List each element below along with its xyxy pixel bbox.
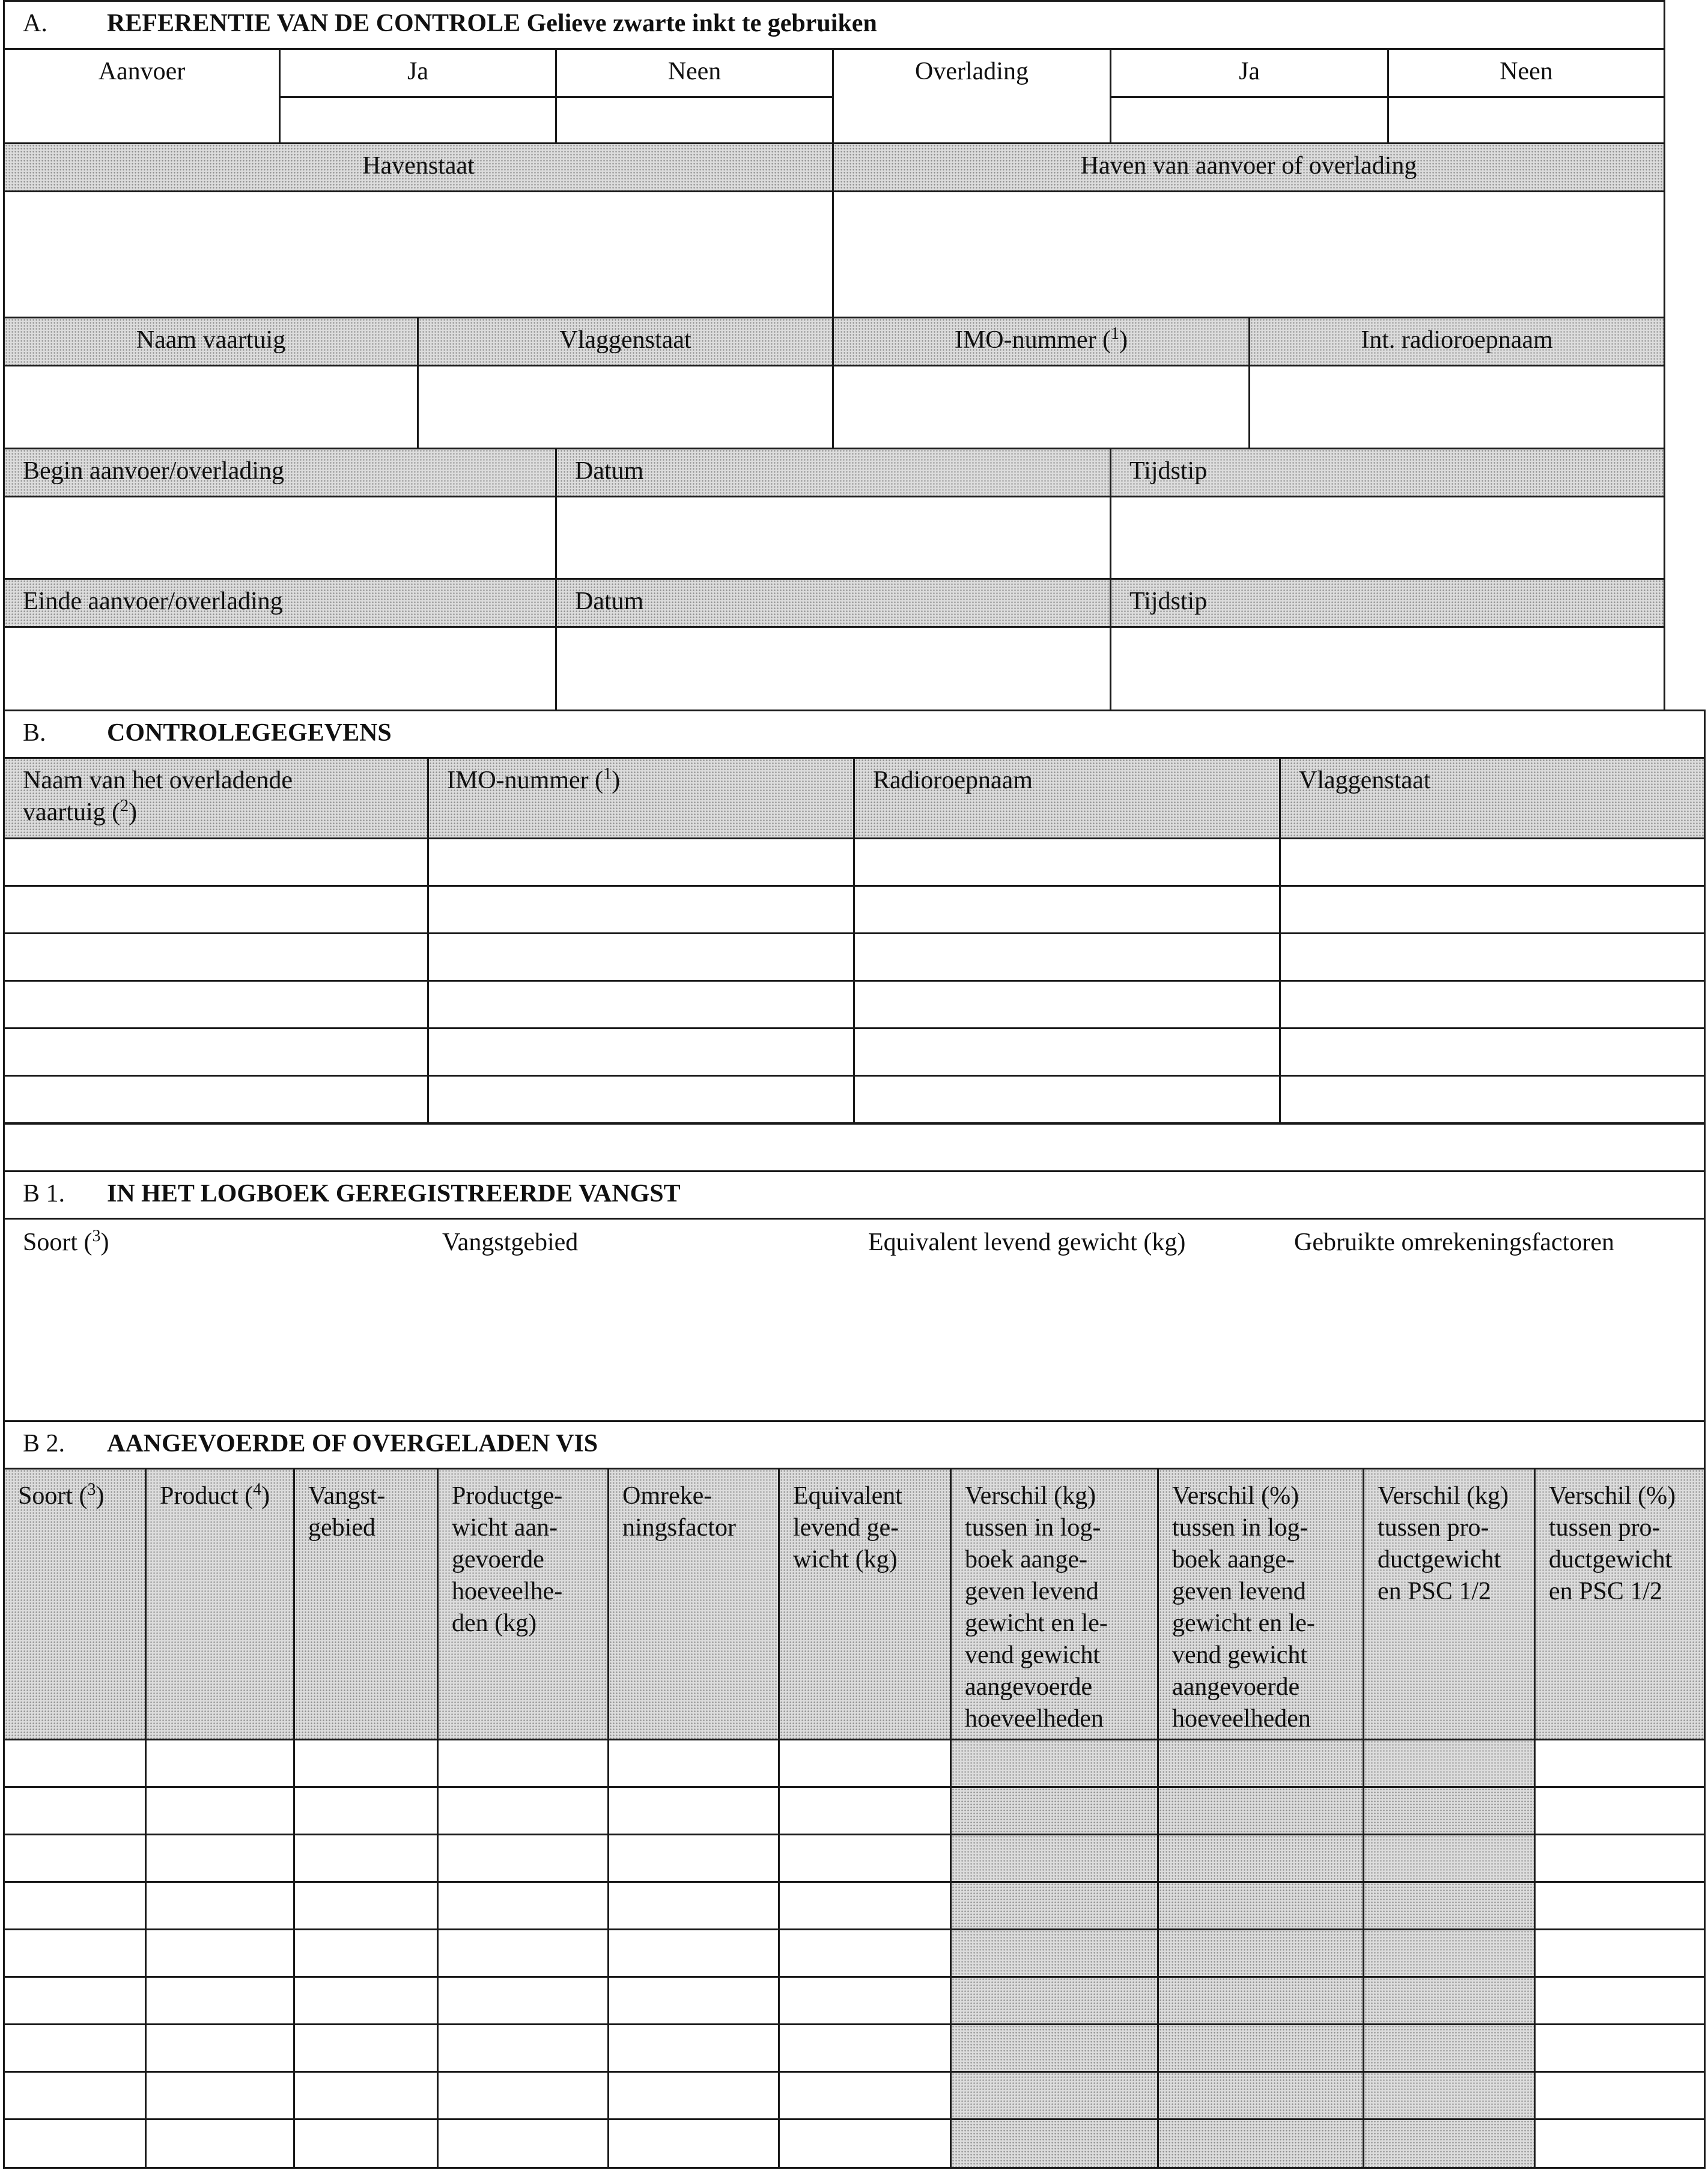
controle-cell[interactable] — [1279, 885, 1706, 934]
datum-einde-header — [555, 578, 1111, 628]
b2-verschil-pct-levend-line: Verschil (%) — [1172, 1482, 1299, 1510]
vis-cell[interactable] — [1157, 1739, 1364, 1788]
vis-cell[interactable] — [607, 1881, 780, 1930]
vis-cell[interactable] — [950, 1739, 1159, 1788]
overladend-vaartuig-header — [3, 757, 429, 839]
neen-aanvoer-text: Neen — [667, 58, 722, 85]
vis-cell[interactable] — [950, 2023, 1159, 2073]
controle-cell[interactable] — [853, 1075, 1281, 1124]
vis-cell[interactable] — [607, 1976, 780, 2025]
vis-cell[interactable] — [1534, 1739, 1706, 1788]
vis-cell[interactable] — [3, 2023, 147, 2073]
vis-cell[interactable] — [1534, 2118, 1706, 2169]
section-a-title: REFERENTIE VAN DE CONTROLE Gelieve zwarte inkt te gebruiken — [107, 10, 877, 37]
b2-equivalent-line: levend ge- — [793, 1514, 899, 1542]
radioroepnaam-text: Radioroepnaam — [873, 767, 1033, 794]
controle-cell[interactable] — [427, 980, 855, 1029]
b1-factoren-label: Gebruikte omrekeningsfactoren — [1294, 1229, 1614, 1256]
int-radio-text: Int. radioroepnaam — [1361, 326, 1553, 354]
b1-equivalent-label: Equivalent levend gewicht (kg) — [868, 1229, 1186, 1256]
einde-field[interactable] — [3, 626, 557, 711]
b2-verschil-pct-levend-line: boek aange- — [1172, 1546, 1295, 1573]
einde-text: Einde aanvoer/overlading — [23, 588, 283, 615]
int-radio-field[interactable] — [1248, 365, 1665, 449]
b2-productgewicht-line: den (kg) — [452, 1609, 537, 1637]
section-b-letter: B. — [23, 719, 46, 747]
vis-cell[interactable] — [1157, 1786, 1364, 1835]
b2-verschil-kg-psc-header — [1363, 1468, 1536, 1740]
naam-vaartuig-text: Naam vaartuig — [136, 326, 286, 354]
begin-field[interactable] — [3, 496, 557, 580]
einde-header — [3, 578, 557, 628]
b2-equivalent-line: wicht (kg) — [793, 1546, 898, 1573]
b2-product-header: Product ($^4$) — [145, 1468, 295, 1740]
imo-text: IMO-nummer ( — [954, 326, 1111, 354]
b2-verschil-pct-levend-line: aangevoerde — [1172, 1673, 1300, 1701]
vis-cell[interactable] — [950, 1834, 1159, 1883]
controle-cell[interactable] — [3, 837, 429, 887]
b2-verschil-pct-levend-header — [1157, 1468, 1364, 1740]
vis-cell[interactable] — [778, 1834, 952, 1883]
vis-cell[interactable] — [950, 2118, 1159, 2169]
vis-cell[interactable] — [607, 2118, 780, 2169]
vis-cell[interactable] — [145, 1834, 295, 1883]
b1-soort-label: Soort ($^3$) — [23, 1227, 109, 1256]
controle-cell[interactable] — [1279, 837, 1706, 887]
controle-cell[interactable] — [853, 885, 1281, 934]
b2-product-text: Product ( — [160, 1482, 254, 1510]
overlading-text: Overlading — [915, 58, 1029, 85]
tijdstip-begin-text: Tijdstip — [1129, 457, 1208, 485]
vis-cell[interactable] — [1534, 1976, 1706, 2025]
imo-field[interactable] — [832, 365, 1250, 449]
ja-overlading-header — [1110, 48, 1389, 98]
imo-footnote: 1 — [1111, 324, 1120, 343]
datum-begin-field[interactable] — [555, 496, 1111, 580]
b2-verschil-kg-levend-line: Verschil (kg) — [965, 1482, 1096, 1510]
imo-header: IMO-nummer ($^1$) — [832, 317, 1250, 366]
neen-aanvoer-field[interactable] — [555, 96, 834, 144]
vis-cell[interactable] — [607, 2071, 780, 2120]
vis-cell[interactable] — [1534, 1834, 1706, 1883]
vlaggenstaat-b-text: Vlaggenstaat — [1299, 767, 1431, 794]
section-b-spacer — [3, 1123, 1706, 1172]
section-b2-header — [3, 1420, 1706, 1469]
imo-b-header: IMO-nummer ($^1$) — [427, 757, 855, 839]
controle-cell[interactable] — [427, 1075, 855, 1124]
b1-soort-footnote: 3 — [92, 1227, 101, 1245]
haven-header — [832, 142, 1665, 192]
b2-verschil-kg-levend-line: tussen in log- — [965, 1514, 1101, 1542]
b2-omrekening-header — [607, 1468, 780, 1740]
b2-soort-footnote: 3 — [87, 1480, 96, 1499]
vis-cell[interactable] — [3, 2118, 147, 2169]
datum-begin-header — [555, 448, 1111, 497]
vis-cell[interactable] — [1534, 1786, 1706, 1835]
overladend-vaartuig-line2-text: vaartuig ( — [23, 798, 121, 826]
vis-cell[interactable] — [437, 1928, 609, 1978]
b2-soort-text: Soort ( — [18, 1482, 88, 1510]
vis-cell[interactable] — [778, 1786, 952, 1835]
datum-einde-text: Datum — [575, 588, 644, 615]
vis-cell[interactable] — [1534, 1928, 1706, 1978]
vis-cell[interactable] — [293, 1928, 439, 1978]
b2-productgewicht-line: gevoerde — [452, 1546, 544, 1573]
vis-cell[interactable] — [607, 1786, 780, 1835]
b2-productgewicht-line: wicht aan- — [452, 1514, 558, 1542]
vis-cell[interactable] — [1363, 1928, 1536, 1978]
tijdstip-begin-header — [1110, 448, 1665, 497]
section-b1-title: IN HET LOGBOEK GEREGISTREERDE VANGST — [107, 1180, 681, 1208]
b2-verschil-kg-levend-line: boek aange- — [965, 1546, 1088, 1573]
vis-cell[interactable] — [1157, 2071, 1364, 2120]
tijdstip-einde-field[interactable] — [1110, 626, 1665, 711]
tijdstip-einde-text: Tijdstip — [1129, 588, 1208, 615]
imo-b-text: IMO-nummer ( — [447, 767, 604, 794]
controle-cell[interactable] — [1279, 1027, 1706, 1077]
ja-overlading-field[interactable] — [1110, 96, 1389, 144]
vis-cell[interactable] — [3, 1786, 147, 1835]
controle-cell[interactable] — [427, 837, 855, 887]
vis-cell[interactable] — [1157, 2118, 1364, 2169]
vis-cell[interactable] — [778, 2023, 952, 2073]
b1-vangstgebied-label: Vangstgebied — [442, 1229, 579, 1256]
vis-cell[interactable] — [1157, 1928, 1364, 1978]
ja-overlading-text: Ja — [1239, 58, 1260, 85]
b2-verschil-pct-levend-line: tussen in log- — [1172, 1514, 1308, 1542]
vis-cell[interactable] — [3, 1928, 147, 1978]
vis-cell[interactable] — [437, 1739, 609, 1788]
neen-overlading-header — [1387, 48, 1665, 98]
b2-verschil-kg-psc-line: tussen pro- — [1378, 1514, 1489, 1542]
controle-cell[interactable] — [427, 1027, 855, 1077]
b2-verschil-kg-levend-header — [950, 1468, 1159, 1740]
vis-cell[interactable] — [950, 1928, 1159, 1978]
controle-cell[interactable] — [1279, 1075, 1706, 1124]
b2-verschil-kg-psc-line: ductgewicht — [1378, 1546, 1501, 1573]
b2-productgewicht-line: Productge- — [452, 1482, 563, 1510]
b2-verschil-kg-levend-line: gewicht en le- — [965, 1609, 1108, 1637]
neen-overlading-field[interactable] — [1387, 96, 1665, 144]
haven-text: Haven van aanvoer of overlading — [1080, 152, 1417, 180]
vis-cell[interactable] — [437, 1834, 609, 1883]
section-b2-title: AANGEVOERDE OF OVERGELADEN VIS — [107, 1430, 598, 1457]
b2-equivalent-header — [778, 1468, 952, 1740]
controle-cell[interactable] — [427, 885, 855, 934]
b2-omrekening-line: ningsfactor — [622, 1514, 736, 1542]
vlaggenstaat-b-header — [1279, 757, 1706, 839]
neen-aanvoer-header — [555, 48, 834, 98]
havenstaat-text: Havenstaat — [362, 152, 475, 180]
vis-cell[interactable] — [607, 2023, 780, 2073]
vis-cell[interactable] — [293, 1739, 439, 1788]
b2-omrekening-line: Omreke- — [622, 1482, 713, 1510]
b2-verschil-kg-levend-line: vend gewicht — [965, 1641, 1101, 1669]
vis-cell[interactable] — [778, 1881, 952, 1930]
vis-cell[interactable] — [1363, 1786, 1536, 1835]
overladend-footnote: 2 — [120, 797, 129, 815]
vis-cell[interactable] — [437, 2071, 609, 2120]
section-a-header — [3, 0, 1665, 50]
datum-einde-field[interactable] — [555, 626, 1111, 711]
b2-verschil-pct-psc-line: Verschil (%) — [1549, 1482, 1676, 1510]
section-b2-number: B 2. — [23, 1430, 65, 1457]
vis-cell[interactable] — [950, 1881, 1159, 1930]
controle-cell[interactable] — [853, 980, 1281, 1029]
b2-vangstgebied-line: Vangst- — [308, 1482, 386, 1510]
vis-cell[interactable] — [1363, 1881, 1536, 1930]
controle-cell[interactable] — [1279, 980, 1706, 1029]
vis-cell[interactable] — [1363, 2118, 1536, 2169]
vis-cell[interactable] — [607, 1928, 780, 1978]
vis-cell[interactable] — [3, 1739, 147, 1788]
vis-cell[interactable] — [145, 1786, 295, 1835]
vis-cell[interactable] — [293, 2118, 439, 2169]
b2-productgewicht-line: hoeveelhe- — [452, 1578, 563, 1605]
overladend-vaartuig-line2: vaartuig ($^2$) — [23, 797, 138, 826]
vlaggenstaat-text: Vlaggenstaat — [559, 326, 691, 354]
vis-cell[interactable] — [1157, 1976, 1364, 2025]
havenstaat-header — [3, 142, 834, 192]
section-b-title: CONTROLEGEGEVENS — [107, 719, 392, 747]
b2-verschil-kg-psc-line: en PSC 1/2 — [1378, 1578, 1492, 1605]
imo-b-footnote: 1 — [603, 765, 612, 783]
vis-cell[interactable] — [1157, 2023, 1364, 2073]
vis-cell[interactable] — [293, 1834, 439, 1883]
naam-vaartuig-header — [3, 317, 419, 366]
vis-cell[interactable] — [1363, 1834, 1536, 1883]
b2-soort-header: Soort ($^3$) — [3, 1468, 147, 1740]
vlaggenstaat-header — [417, 317, 834, 366]
b2-verschil-pct-levend-line: gewicht en le- — [1172, 1609, 1315, 1637]
vis-cell[interactable] — [293, 1786, 439, 1835]
vis-cell[interactable] — [3, 2071, 147, 2120]
vis-cell[interactable] — [1157, 1881, 1364, 1930]
vis-cell[interactable] — [607, 1739, 780, 1788]
vis-cell[interactable] — [1363, 2071, 1536, 2120]
naam-vaartuig-field[interactable] — [3, 365, 419, 449]
controle-cell[interactable] — [853, 837, 1281, 887]
vis-cell[interactable] — [1363, 1739, 1536, 1788]
haven-field[interactable] — [832, 190, 1665, 318]
begin-header — [3, 448, 557, 497]
vis-cell[interactable] — [145, 2023, 295, 2073]
vis-cell[interactable] — [778, 1976, 952, 2025]
b2-verschil-pct-psc-line: ductgewicht — [1549, 1546, 1673, 1573]
vis-cell[interactable] — [437, 1881, 609, 1930]
havenstaat-field[interactable] — [3, 190, 834, 318]
vis-cell[interactable] — [778, 1739, 952, 1788]
b2-vangstgebied-line: gebied — [308, 1514, 375, 1542]
vis-cell[interactable] — [778, 2071, 952, 2120]
section-a-letter: A. — [23, 10, 47, 37]
b2-verschil-pct-levend-line: geven levend — [1172, 1578, 1306, 1605]
vis-cell[interactable] — [293, 2071, 439, 2120]
ja-aanvoer-field[interactable] — [279, 96, 557, 144]
tijdstip-begin-field[interactable] — [1110, 496, 1665, 580]
vis-cell[interactable] — [607, 1834, 780, 1883]
b2-product-footnote: 4 — [253, 1480, 262, 1499]
controle-cell[interactable] — [853, 1027, 1281, 1077]
aanvoer-label — [3, 48, 281, 144]
b2-verschil-pct-psc-line: en PSC 1/2 — [1549, 1578, 1663, 1605]
overlading-label — [832, 48, 1111, 144]
vis-cell[interactable] — [437, 1786, 609, 1835]
b2-verschil-kg-psc-line: Verschil (kg) — [1378, 1482, 1509, 1510]
section-b-header — [3, 710, 1706, 759]
vis-cell[interactable] — [145, 2118, 295, 2169]
vis-cell[interactable] — [437, 1976, 609, 2025]
datum-begin-text: Datum — [575, 457, 644, 485]
b2-equivalent-line: Equivalent — [793, 1482, 902, 1510]
vis-cell[interactable] — [1534, 2071, 1706, 2120]
b2-productgewicht-header — [437, 1468, 609, 1740]
vis-cell[interactable] — [950, 1976, 1159, 2025]
b2-vangstgebied-header — [293, 1468, 439, 1740]
b2-verschil-kg-levend-line: aangevoerde — [965, 1673, 1093, 1701]
section-b1-header — [3, 1170, 1706, 1220]
vis-cell[interactable] — [145, 1881, 295, 1930]
controle-cell[interactable] — [853, 932, 1281, 982]
vis-cell[interactable] — [950, 1786, 1159, 1835]
vis-cell[interactable] — [1534, 2023, 1706, 2073]
controle-cell[interactable] — [3, 932, 429, 982]
vis-cell[interactable] — [293, 2023, 439, 2073]
b2-verschil-pct-psc-header — [1534, 1468, 1706, 1740]
vis-cell[interactable] — [293, 1976, 439, 2025]
controle-cell[interactable] — [1279, 932, 1706, 982]
b2-verschil-pct-levend-line: vend gewicht — [1172, 1641, 1308, 1669]
vis-cell[interactable] — [1157, 1834, 1364, 1883]
controle-cell[interactable] — [427, 932, 855, 982]
vis-cell[interactable] — [145, 1928, 295, 1978]
vis-cell[interactable] — [3, 1834, 147, 1883]
controle-cell[interactable] — [3, 1027, 429, 1077]
vis-cell[interactable] — [778, 2118, 952, 2169]
ja-aanvoer-header — [279, 48, 557, 98]
begin-text: Begin aanvoer/overlading — [23, 457, 285, 485]
vis-cell[interactable] — [1363, 1976, 1536, 2025]
vlaggenstaat-field[interactable] — [417, 365, 834, 449]
controle-cell[interactable] — [3, 885, 429, 934]
vis-cell[interactable] — [950, 2071, 1159, 2120]
vis-cell[interactable] — [3, 1976, 147, 2025]
vis-cell[interactable] — [778, 1928, 952, 1978]
tijdstip-einde-header — [1110, 578, 1665, 628]
b2-verschil-kg-levend-line: geven levend — [965, 1578, 1099, 1605]
vis-cell[interactable] — [3, 1881, 147, 1930]
b2-verschil-pct-levend-line: hoeveelheden — [1172, 1705, 1311, 1733]
vis-cell[interactable] — [293, 1881, 439, 1930]
vis-cell[interactable] — [1363, 2023, 1536, 2073]
logboek-vangst-field[interactable] — [3, 1218, 1706, 1422]
section-b1-number: B 1. — [23, 1180, 65, 1208]
vis-cell[interactable] — [1534, 1881, 1706, 1930]
controle-cell[interactable] — [3, 980, 429, 1029]
b1-soort-text: Soort ( — [23, 1229, 93, 1256]
ja-aanvoer-text: Ja — [407, 58, 428, 85]
radioroepnaam-header — [853, 757, 1281, 839]
int-radio-header — [1248, 317, 1665, 366]
vis-cell[interactable] — [437, 2118, 609, 2169]
vis-cell[interactable] — [145, 1976, 295, 2025]
vis-cell[interactable] — [145, 1739, 295, 1788]
controle-cell[interactable] — [3, 1075, 429, 1124]
b2-verschil-kg-levend-line: hoeveelheden — [965, 1705, 1104, 1733]
neen-overlading-text: Neen — [1500, 58, 1553, 85]
b2-verschil-pct-psc-line: tussen pro- — [1549, 1514, 1661, 1542]
vis-cell[interactable] — [145, 2071, 295, 2120]
aanvoer-text: Aanvoer — [98, 58, 186, 85]
overladend-vaartuig-line1: Naam van het overladende — [23, 767, 293, 794]
vis-cell[interactable] — [437, 2023, 609, 2073]
